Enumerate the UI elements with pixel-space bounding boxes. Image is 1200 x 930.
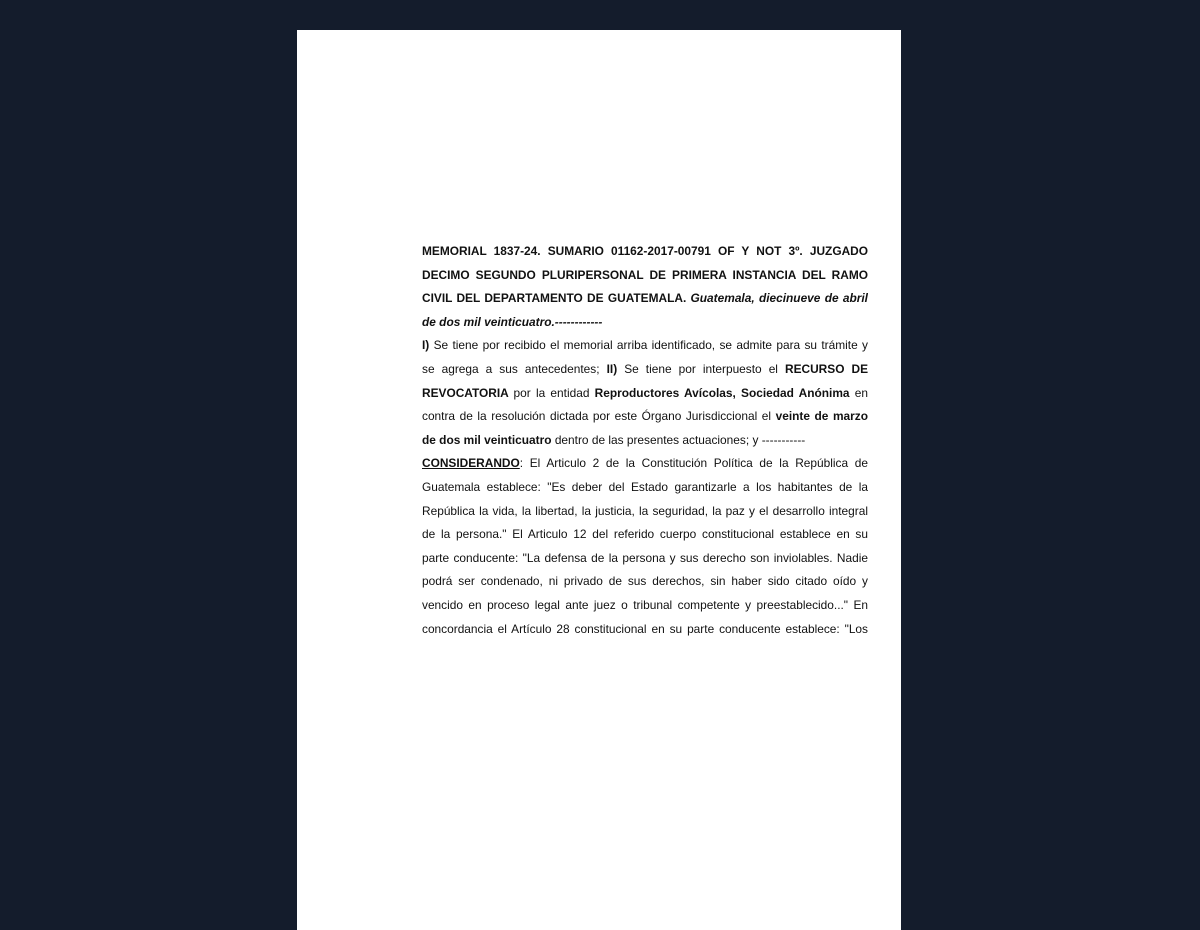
text-segment: RECURSO DE	[784, 361, 868, 376]
text-segment: CONSIDERANDO	[422, 456, 520, 471]
text-segment: podrá ser condenado, ni privado de sus derechos, sin haber sido citado oído y	[422, 574, 868, 589]
text-segment: de dos mil veinticuatro.------------	[422, 314, 603, 329]
text-segment: MEMORIAL 1837-24. SUMARIO 01162-2017-00791 OF Y NOT 3º. JUZGADO	[422, 244, 868, 258]
text-segment: DECIMO SEGUNDO PLURIPERSONAL DE PRIMERA INSTANCIA DEL RAMO	[422, 267, 868, 282]
text-segment: Guatemala establece: "Es deber del Estado garantizarle a los habitantes de la	[422, 479, 868, 494]
document-line	[422, 382, 868, 406]
text-segment: vencido en proceso legal ante juez o tribunal competente y preestablecido..." En	[422, 597, 868, 612]
document-page	[297, 30, 901, 930]
text-segment: Reproductores Avícolas, Sociedad Anónima	[594, 385, 855, 400]
document-line	[422, 618, 868, 642]
text-segment: CIVIL DEL DEPARTAMENTO DE GUATEMALA.	[422, 291, 691, 306]
document-line	[422, 358, 868, 382]
document-line	[422, 476, 868, 500]
document-line	[422, 429, 868, 453]
document-line	[422, 500, 868, 524]
document-line	[422, 311, 868, 335]
text-segment: contra de la resolución dictada por este Órgano Jurisdiccional el	[422, 409, 776, 424]
text-segment: veinte de marzo	[775, 409, 868, 424]
text-segment: dentro de las presentes actuaciones; y -----------	[554, 432, 806, 447]
text-segment: de la persona." El Articulo 12 del referido cuerpo constitucional establece en su	[422, 527, 868, 542]
document-line	[422, 334, 868, 358]
document-line	[422, 240, 868, 264]
document-line	[422, 405, 868, 429]
text-segment: Se tiene por recibido el memorial arriba identificado, se admite para su trámite y	[433, 338, 868, 353]
document-line	[422, 452, 868, 476]
document-line	[422, 523, 868, 547]
text-segment: Se tiene por interpuesto el	[624, 361, 785, 376]
text-segment: concordancia el Artículo 28 constitucional en su parte conducente establece: "Los	[422, 621, 868, 636]
document-body-text	[422, 240, 868, 641]
text-segment: se agrega a sus antecedentes;	[422, 361, 607, 376]
document-line	[422, 287, 868, 311]
text-segment: parte conducente: "La defensa de la persona y sus derecho son inviolables. Nadie	[422, 550, 868, 565]
text-segment: I)	[422, 338, 434, 353]
text-segment: de dos mil veinticuatro	[422, 432, 555, 447]
document-line	[422, 594, 868, 618]
document-line	[422, 264, 868, 288]
text-segment: República la vida, la libertad, la justicia, la seguridad, la paz y el desarrollo integral	[422, 503, 868, 518]
document-line	[422, 570, 868, 594]
text-segment: REVOCATORIA	[422, 385, 514, 400]
document-line	[422, 547, 868, 571]
text-segment: en	[854, 385, 868, 400]
text-segment: por la entidad	[513, 385, 595, 400]
text-segment: II)	[606, 361, 625, 376]
text-segment: : El Articulo 2 de la Constitución Política de la República de	[519, 456, 868, 471]
text-segment: Guatemala, diecinueve de abril	[690, 291, 868, 306]
